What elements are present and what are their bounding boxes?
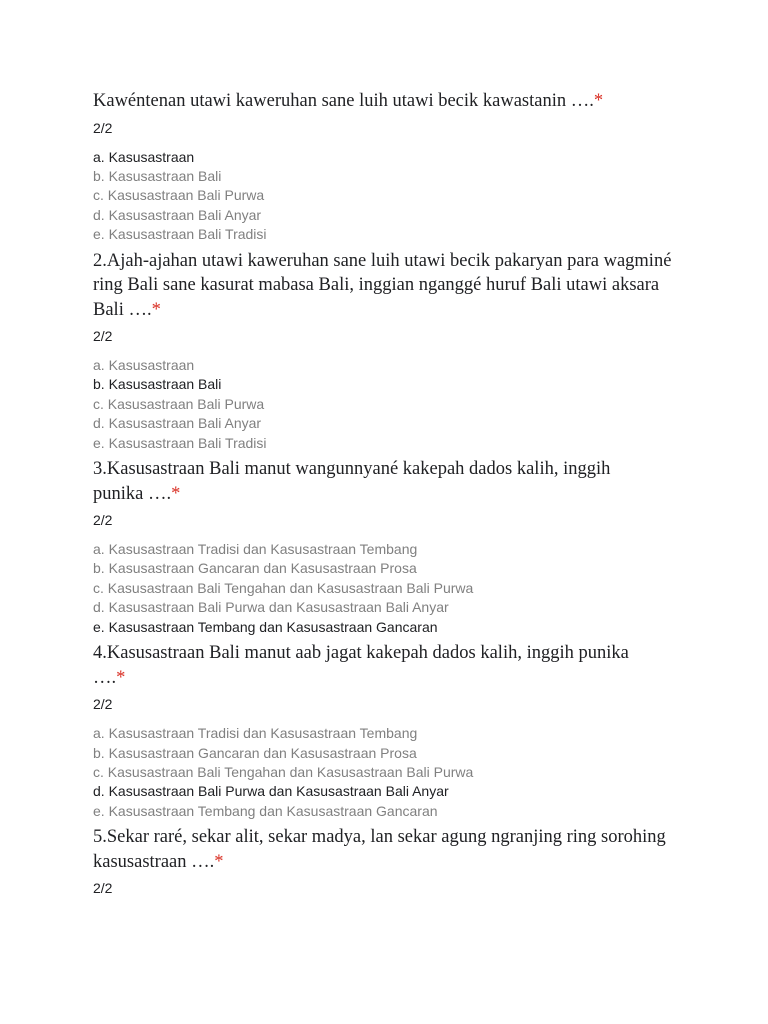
option-a: a. Kasusastraan Tradisi dan Kasusastraan Tembang	[93, 725, 418, 742]
option-e: e. Kasusastraan Tembang dan Kasusastraan Gancaran	[93, 802, 438, 819]
question-text	[93, 825, 683, 874]
option-b: b. Kasusastraan Bali	[93, 167, 222, 184]
question-score: 2/2	[93, 328, 113, 345]
option-d: d. Kasusastraan Bali Anyar	[93, 206, 262, 223]
option-e: e. Kasusastraan Bali Tradisi	[93, 226, 267, 243]
question-text-content: Kawéntenan utawi kaweruhan sane luih utawi becik kawastanin ….	[93, 91, 594, 111]
question-score: 2/2	[93, 880, 113, 897]
question-text	[93, 249, 683, 323]
question-3	[93, 457, 733, 637]
question-4	[93, 641, 733, 821]
question-text	[93, 641, 653, 690]
question-text-content: 5.Sekar raré, sekar alit, sekar madya, lan sekar agung ngranjing ring sorohing kasusastraan ….	[93, 827, 666, 872]
option-b: b. Kasusastraan Gancaran dan Kasusastraan Prosa	[93, 560, 417, 577]
option-a: a. Kasusastraan	[93, 357, 195, 374]
option-d: d. Kasusastraan Bali Purwa dan Kasusastraan Bali Anyar	[93, 599, 449, 616]
question-1	[93, 89, 733, 245]
option-b: b. Kasusastraan Bali	[93, 376, 222, 393]
required-star: *	[214, 851, 224, 872]
question-2	[93, 249, 733, 454]
option-d: d. Kasusastraan Bali Anyar	[93, 415, 262, 432]
required-star: *	[116, 667, 126, 688]
option-list	[93, 724, 733, 821]
question-score: 2/2	[93, 696, 113, 713]
option-b: b. Kasusastraan Gancaran dan Kasusastraan Prosa	[93, 744, 417, 761]
option-a: a. Kasusastraan Tradisi dan Kasusastraan Tembang	[93, 541, 418, 558]
required-star: *	[171, 483, 181, 504]
quiz-document	[93, 89, 733, 908]
question-text-content: 2.Ajah-ajahan utawi kaweruhan sane luih utawi becik pakaryan para wagminé ring Bali sane kasurat mabasa Bali, inggian nganggé huruf Bali utawi aksara Bali ….	[93, 250, 672, 320]
question-5	[93, 825, 733, 897]
option-c: c. Kasusastraan Bali Tengahan dan Kasusastraan Bali Purwa	[93, 763, 474, 780]
question-score: 2/2	[93, 119, 113, 136]
option-c: c. Kasusastraan Bali Purwa	[93, 395, 265, 412]
option-e: e. Kasusastraan Tembang dan Kasusastraan Gancaran	[93, 618, 438, 635]
option-e: e. Kasusastraan Bali Tradisi	[93, 434, 267, 451]
question-text	[93, 457, 653, 506]
question-text-content: 3.Kasusastraan Bali manut wangunnyané kakepah dados kalih, inggih punika ….	[93, 459, 611, 504]
option-a: a. Kasusastraan	[93, 148, 195, 165]
option-list	[93, 540, 733, 637]
option-d: d. Kasusastraan Bali Purwa dan Kasusastraan Bali Anyar	[93, 783, 449, 800]
required-star: *	[151, 299, 161, 320]
required-star: *	[593, 91, 604, 111]
option-list	[93, 148, 733, 245]
question-score: 2/2	[93, 512, 113, 529]
question-text	[93, 89, 683, 114]
question-text-content: 4.Kasusastraan Bali manut aab jagat kakepah dados kalih, inggih punika ….	[93, 643, 629, 688]
option-c: c. Kasusastraan Bali Purwa	[93, 187, 265, 204]
option-c: c. Kasusastraan Bali Tengahan dan Kasusastraan Bali Purwa	[93, 579, 474, 596]
option-list	[93, 356, 733, 453]
